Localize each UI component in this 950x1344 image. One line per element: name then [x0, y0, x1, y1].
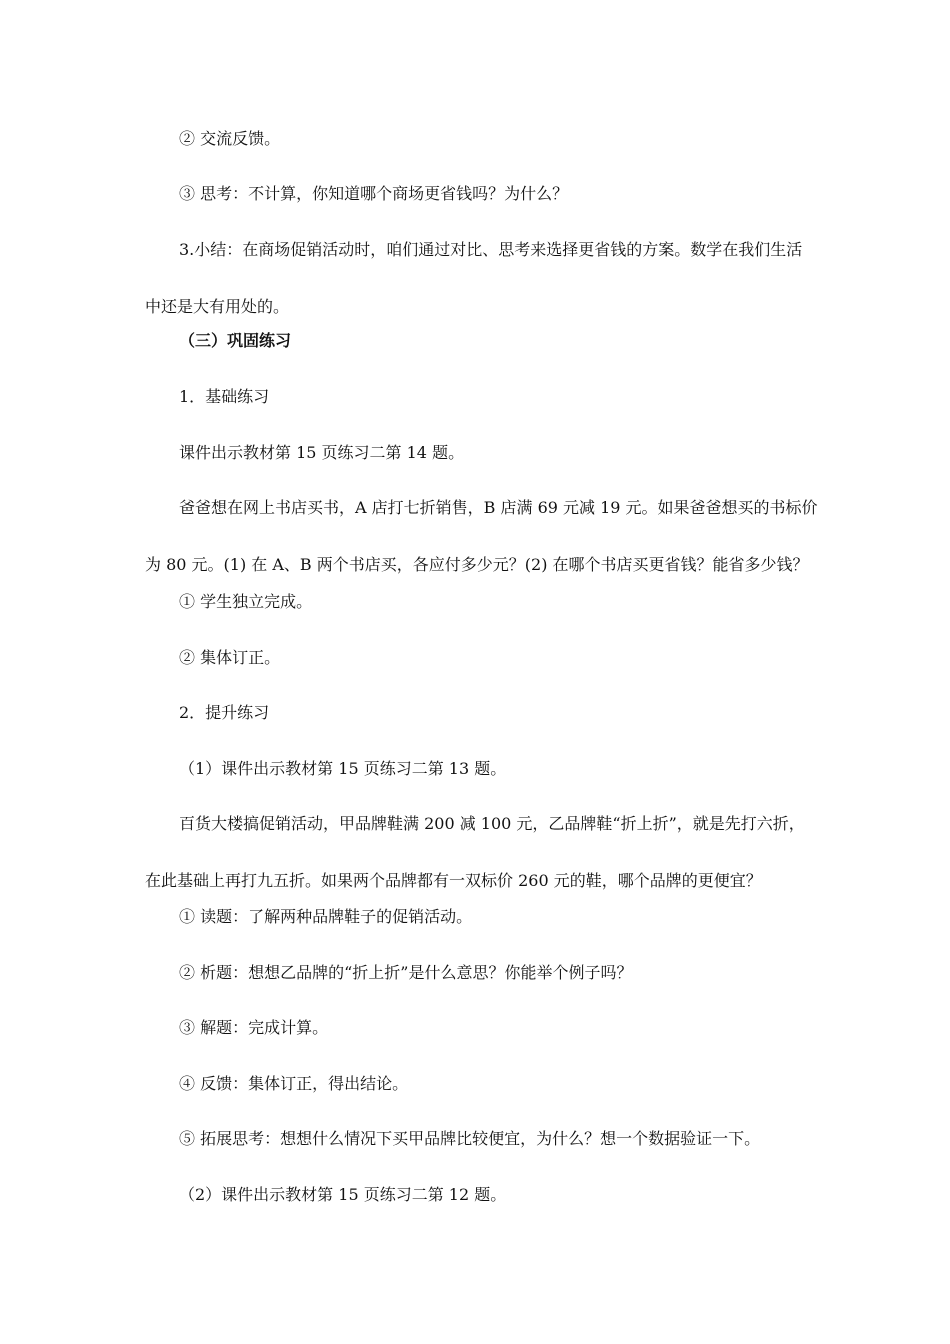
advanced-step-extend: ⑤ 拓展思考：想想什么情况下买甲品牌比较便宜，为什么？想一个数据验证一下。	[179, 1129, 761, 1148]
advanced-step-analyze: ② 析题：想想乙品牌的“折上折”是什么意思？你能举个例子吗？	[179, 963, 633, 982]
advanced-practice-heading: 2．提升练习	[179, 703, 270, 722]
summary-line-1: 3.小结：在商场促销活动时，咱们通过对比、思考来选择更省钱的方案。数学在我们生活	[179, 240, 803, 259]
basic-step-2: ② 集体订正。	[179, 648, 281, 667]
basic-practice-source: 课件出示教材第 15 页练习二第 14 题。	[179, 443, 465, 462]
basic-problem-paragraph	[145, 498, 818, 575]
basic-practice-heading: 1．基础练习	[179, 387, 270, 406]
summary-paragraph	[145, 240, 810, 317]
advanced-problem-line-1: 百货大楼搞促销活动，甲品牌鞋满 200 减 100 元，乙品牌鞋“折上折”，就是先打六折，	[179, 814, 805, 833]
basic-step-1: ① 学生独立完成。	[179, 592, 313, 611]
step-think: ③ 思考：不计算，你知道哪个商场更省钱吗？为什么？	[179, 184, 569, 203]
step-exchange-feedback: ② 交流反馈。	[179, 129, 281, 148]
basic-problem-line-2: 为 80 元。(1) 在 A、B 两个书店买，各应付多少元？(2) 在哪个书店买更省钱？能省多少钱？	[145, 555, 809, 574]
advanced-source-2: （2）课件出示教材第 15 页练习二第 12 题。	[179, 1185, 507, 1204]
advanced-problem-line-2: 在此基础上再打九五折。如果两个品牌都有一双标价 260 元的鞋，哪个品牌的更便宜？	[145, 871, 762, 890]
advanced-step-solve: ③ 解题：完成计算。	[179, 1018, 329, 1037]
advanced-source-1: （1）课件出示教材第 15 页练习二第 13 题。	[179, 759, 507, 778]
advanced-problem-paragraph	[145, 814, 810, 891]
summary-line-2: 中还是大有用处的。	[145, 297, 290, 316]
advanced-step-read: ① 读题：了解两种品牌鞋子的促销活动。	[179, 907, 473, 926]
basic-problem-line-1: 爸爸想在网上书店买书，A 店打七折销售，B 店满 69 元减 19 元。如果爸爸想买的书标价	[179, 498, 818, 517]
section-heading: （三）巩固练习	[179, 331, 292, 350]
advanced-step-feedback: ④ 反馈：集体订正，得出结论。	[179, 1074, 409, 1093]
